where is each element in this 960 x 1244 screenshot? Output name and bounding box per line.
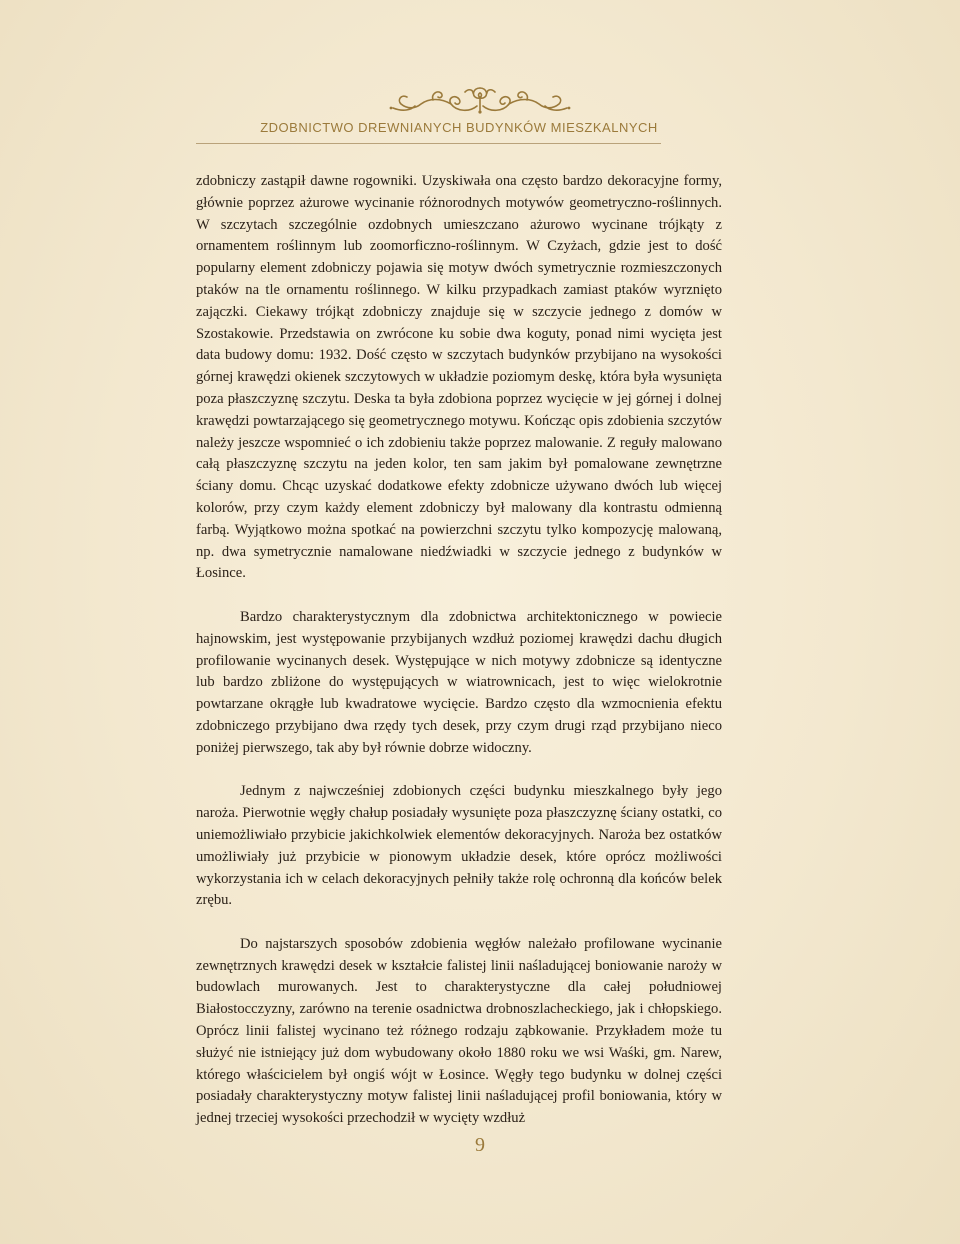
running-title: ZDOBNICTWO DREWNIANYCH BUDYNKÓW MIESZKALNYCH — [260, 120, 658, 135]
paragraph: Bardzo charakterystycznym dla zdobnictwa architektonicznego w powiecie hajnowskim, jest występowanie przybijanych wzdłuż poziomej krawędzi dachu długich profilowanie wycinanych desek. Występujące w nich motywy zdobnicze są identyczne lub bardzo zbliżone do występujących w wiatrownicach, jest to więc wielokrotnie powtarzane okrągłe lub kwadratowe wycięcie. Bardzo często dla wzmocnienia efektu zdobniczego przybijano dwa rzędy tych desek, przy czym drugi rząd przybijano nieco poniżej pierwszego, tak aby był równie dobrze widoczny. — [196, 608, 722, 756]
paragraph: Jednym z najwcześniej zdobionych części budynku mieszkalnego były jego naroża. Pierwotnie węgły chałup posiadały wysunięte poza płaszczyznę ściany ostatki, co uniemożliwiało przybicie jakichkolwiek elementów dekoracyjnych. Naroża bez ostatków umożliwiały już przybicie w pionowym układzie desek, które oprócz możliwości wykorzystania ich w celach dekoracyjnych pełniły także rolę ochronną dla końców belek zrębu. — [196, 783, 722, 909]
body-text — [196, 171, 722, 1152]
page-header — [0, 0, 960, 160]
header-divider — [196, 143, 661, 144]
floral-scroll-ornament-icon — [385, 84, 575, 116]
paragraph: zdobniczy zastąpił dawne rogowniki. Uzyskiwała ona często bardzo dekoracyjne formy, głównie poprzez ażurowe wycinanie różnorodnych motywów geometryczno-roślinnych. W szczytach szczególnie ozdobnych umieszczano ażurowo wycinane trójkąty z ornamentem roślinnym lub zoomorficzno-roślinnym. W Czyżach, gdzie jest to dość popularny element zdobniczy pojawia się motyw dwóch symetrycznie rozmieszczonych ptaków na tle ornamentu roślinnego. W kilku przypadkach zamiast ptaków wyrznięto zajączki. Ciekawy trójkąt zdobniczy znajduje się w szczycie jednego z domów w Szostakowie. Przedstawia on zwrócone ku sobie dwa koguty, ponad nimi wycięta jest data budowy domu: 1932. Dość często w szczytach budynków przybijano na wysokości górnej krawędzi okienek szczytowych w układzie poziomym deskę, która była wysunięta poza płaszczyznę szczytu. Deska ta była zdobiona poprzez wycięcie w jej górnej i dolnej krawędzi powtarzającego się geometrycznego motywu. Kończąc opis zdobienia szczytów należy jeszcze wspomnieć o ich zdobieniu także poprzez malowanie. Z reguły malowano całą płaszczyznę szczytu na jeden kolor, ten sam jakim był pomalowane zewnętrzne ściany domu. Chcąc uzyskać dodatkowe efekty zdobnicze używano dwóch lub więcej kolorów, przy czym każdy element zdobniczy był malowany dla kontrastu odmienną farbą. Wyjątkowo można spotkać na powierzchni szczytu tylko kompozycję malowaną, np. dwa symetrycznie namalowane niedźwiadki w szczycie jednego z budynków w Łosince. — [196, 173, 722, 582]
page-number: 9 — [475, 1134, 485, 1156]
paragraph: Do najstarszych sposobów zdobienia węgłów należało profilowane wycinanie zewnętrznych krawędzi desek w kształcie falistej linii naśladującej boniowanie naroży w budowlach murowanych. Jest to charakterystyczne dla całej południowej Białostocczyzny, zarówno na terenie osadnictwa drobnoszlacheckiego, jak i chłopskiego. Oprócz linii falistej wycinano też różnego rodzaju ząbkowanie. Przykładem może tu służyć nie istniejący już dom wybudowany około 1880 roku we wsi Waśki, gm. Narew, którego właścicielem był ongiś wójt w Łosince. Węgły tego budynku w dolnej części posiadały charakterystyczny motyw falistej linii naśladującej profil boniowania, który w jednej trzeciej wysokości przechodził w wycięty wzdłuż — [196, 935, 722, 1127]
